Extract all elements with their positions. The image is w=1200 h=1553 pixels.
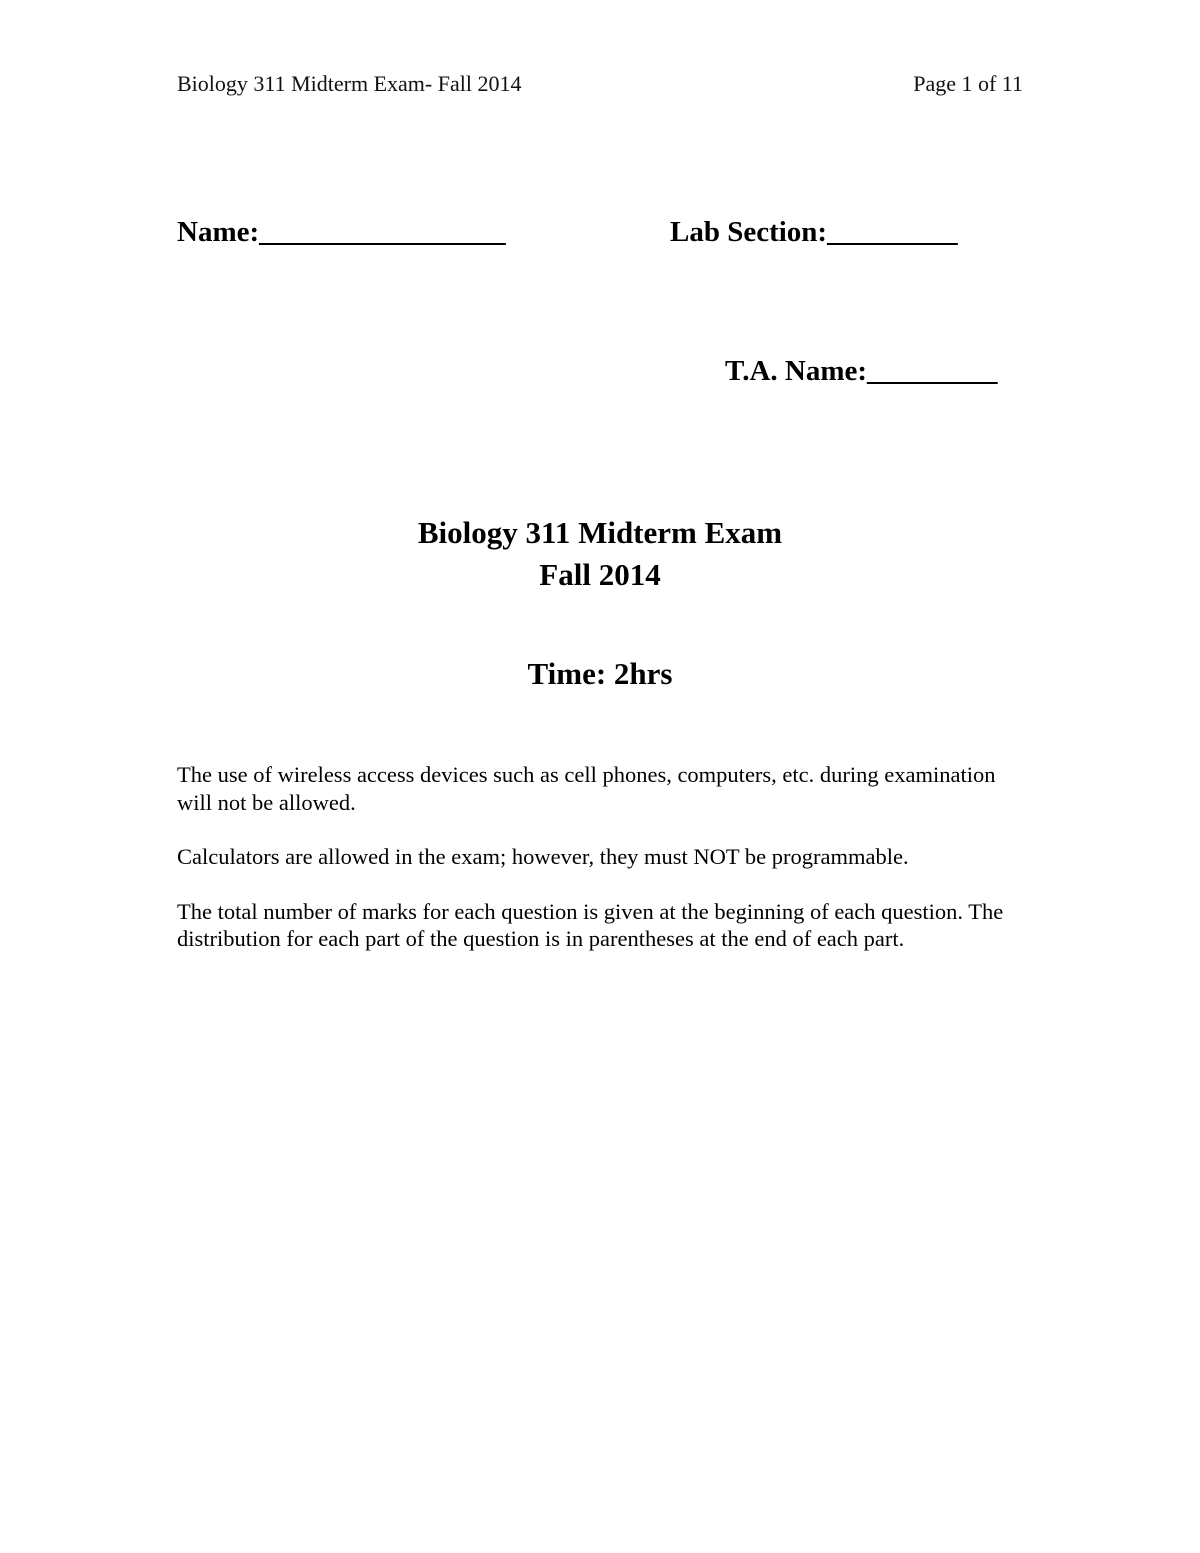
ta-name-field: T.A. Name:_________ — [725, 355, 998, 387]
lab-section-field: Lab Section:_________ — [670, 216, 958, 248]
student-name-field: Name:_________________ — [177, 216, 506, 248]
instruction-wireless-devices: The use of wireless access devices such as cell phones, computers, etc. during examination will not be allowed. — [177, 762, 996, 815]
exam-term: Fall 2014 — [539, 557, 661, 592]
instruction-calculators: Calculators are allowed in the exam; however, they must NOT be programmable. — [177, 844, 909, 869]
exam-duration: Time: 2hrs — [527, 656, 673, 691]
exam-title-block — [0, 512, 1200, 596]
running-header — [177, 70, 1023, 98]
instruction-marks-distribution: The total number of marks for each question is given at the beginning of each question. The distribution for each part of the question is in parentheses at the end of each part. — [177, 898, 1004, 951]
header-page-number: Page 1 of 11 — [913, 71, 1023, 96]
header-course-title: Biology 311 Midterm Exam- Fall 2014 — [177, 71, 522, 96]
instructions — [177, 761, 1023, 980]
exam-title: Biology 311 Midterm Exam — [417, 515, 783, 550]
